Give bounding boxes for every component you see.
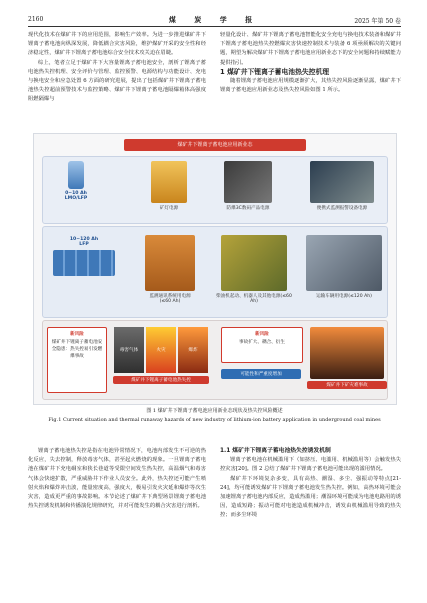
power-cabinet-icon bbox=[145, 235, 195, 291]
vehicle-icon bbox=[306, 235, 382, 291]
paragraph: 锂离子蓄电池热失控是指在电池异常情况下，电池内部发生不可逆的热化反应，失去控制，释放毒害气体，甚至起火燃烧的现象。一旦锂离子蓄电池在煤矿井下充电硐室和狭长巷道等受限空间发生热失控，高温烟气和毒害气体会快速扩散，严重威胁井下作业人员安全。此外，热失控还可能产生喷射火焰和爆炸冲击波，能量密度高，强度大，极易引发火灾延和爆炸等次生灾害，造成更严重的事故影响。本节论述了煤矿井下典型场景锂离子蓄电池热失控诱发机制和传播演化规律研究，并对可能发生的耦合灾害进行剖析。 bbox=[28, 448, 206, 510]
paragraph: 锂离子蓄电池在机械滥用下（如挤压、电滥用、机械滥用等）会触发热失控灾害[20]。图 2 总结了煤矿井下锂离子蓄电池可能出现的滥用情况。 bbox=[220, 457, 401, 473]
figure-caption-en: Fig.1 Current situation and thermal runaway hazards of new industry of lithium-ion battery application in underground coal mines bbox=[48, 417, 381, 423]
paragraph: 煤矿井下环境复杂多变，具有高热、潮湿、多尘、强振动等特点[21-24]，均可能诱发煤矿井下锂离子蓄电池发生热失控。例如，高热环境可能会加速锂离子蓄电池内部反应，造成热滥用；潮湿环境可能成为电池电路用的诱因，造成短路；振动可能对电池造成机械冲击，诱发由机械滥用导致的热失控；而多尘环境 bbox=[220, 475, 401, 519]
hazard-images: 毒害气体 火灾 爆炸 煤矿井下锂离子蓄电池热失控 bbox=[113, 327, 209, 384]
monitor-device-icon bbox=[310, 161, 374, 203]
battery-cell-icon bbox=[68, 161, 84, 189]
battery-pack-icon bbox=[53, 250, 115, 276]
mine-disaster: 煤矿井下矿灾难事故 bbox=[307, 327, 387, 389]
section-heading: 1 煤矿井下锂离子蓄电池热失控机理 bbox=[220, 67, 330, 76]
device-monitor-comm: 监测通讯系统用电源 (≤60 Ah) bbox=[135, 235, 205, 304]
new-risk-box: 新风险 煤矿井下锂离子蓄电池安全隐患：热失控易引发燃爆事故 bbox=[47, 327, 107, 393]
column-2-bottom bbox=[220, 447, 401, 521]
figure-caption-cn: 图 1 煤矿井下锂离子蓄电池应用新业态现状及热失控风险概述 bbox=[146, 408, 283, 414]
device-3c-power: 防爆3C数码产品电源 bbox=[213, 161, 283, 211]
row-risk bbox=[42, 320, 388, 400]
device-diesel-robot: 柴油机起动、机器人及其他电源(≤60 Ah) bbox=[215, 235, 293, 304]
column-1-top bbox=[28, 31, 206, 105]
row-large-capacity bbox=[42, 226, 388, 318]
device-mine-lamp: 矿灯电源 bbox=[139, 161, 199, 211]
phone-device-icon bbox=[224, 161, 272, 203]
fire-icon: 火灾 bbox=[146, 327, 176, 373]
subsection-heading: 1.1 煤矿井下锂离子蓄电池热失控诱发机制 bbox=[220, 448, 331, 454]
paragraph: 综上，笔者立足于煤矿井下大容量锂离子蓄电池安全，剖析了锂离子蓄电池热失控机理、安全评价与管理、监控预警、电源结构与功能设计、充电与换电安全和应急处置 6 方面的研究进展，提出了包括煤矿井下锂离子蓄电池热失控超前预警技术与监控策略、煤矿井下锂离子蓄电池隔爆箱体高强度阻燃隔爆与 bbox=[28, 59, 206, 103]
column-2-top bbox=[220, 31, 401, 95]
paragraph: 现代化技术在煤矿井下的应用范围，影响生产效率。为进一步推进煤矿井下锂离子蓄电池向纵深发展，降低耦合灾害风险，维护煤矿开采的安全性和经济稳定性，煤矿井下锂离子蓄电池综合安全技术攻关迫在眉睫。 bbox=[28, 32, 206, 57]
probability-increase-label: 可能性和严重度增加 bbox=[221, 369, 301, 379]
page-number: 2160 bbox=[28, 16, 44, 23]
paragraph: 随着锂离子蓄电池应用规模逐渐扩大，其热失控风险逐渐显露，煤矿井下锂离子蓄电池应用新业态及热失控风险如图 1 所示。 bbox=[220, 78, 401, 94]
capacity-label-small: 0~10 Ah LMO/LFP bbox=[49, 161, 103, 201]
figure-title: 煤矿井下锂离子蓄电池应用新业态 bbox=[124, 139, 306, 151]
journal-title: 煤 炭 学 报 bbox=[168, 16, 261, 24]
risk-escalation-box: 新风险 事故扩大、耦合、衍生 bbox=[221, 327, 303, 363]
row-small-capacity bbox=[42, 156, 388, 224]
device-transport-vehicle: 运输车辆用电源(≤120 Ah) bbox=[301, 235, 387, 299]
column-1-bottom bbox=[28, 447, 206, 511]
volume-info: 2025 年第 50 卷 bbox=[354, 18, 401, 25]
mine-lamp-icon bbox=[151, 161, 187, 203]
disaster-scene-icon bbox=[310, 327, 384, 379]
figure-1 bbox=[33, 133, 397, 405]
page-header bbox=[28, 14, 401, 27]
capacity-label-large: 10~120 Ah LFP bbox=[49, 237, 119, 278]
robot-machine-icon bbox=[221, 235, 287, 291]
toxic-gas-icon: 毒害气体 bbox=[114, 327, 144, 373]
device-portable-monitor: 便携式监测报警设备电源 bbox=[299, 161, 385, 211]
explosion-icon: 爆炸 bbox=[178, 327, 208, 373]
paragraph: 轻量化设计、煤矿井下锂离子蓄电池智能化安全充电与换电技术装备和煤矿井下锂离子蓄电池热失控燃爆灾害快速控制技术与装备 6 项亟须解决的关键问题，期望为解决煤矿井下锂离子蓄电池应用新业态下的安全问题和持续赋能力提供指引。 bbox=[220, 32, 401, 66]
